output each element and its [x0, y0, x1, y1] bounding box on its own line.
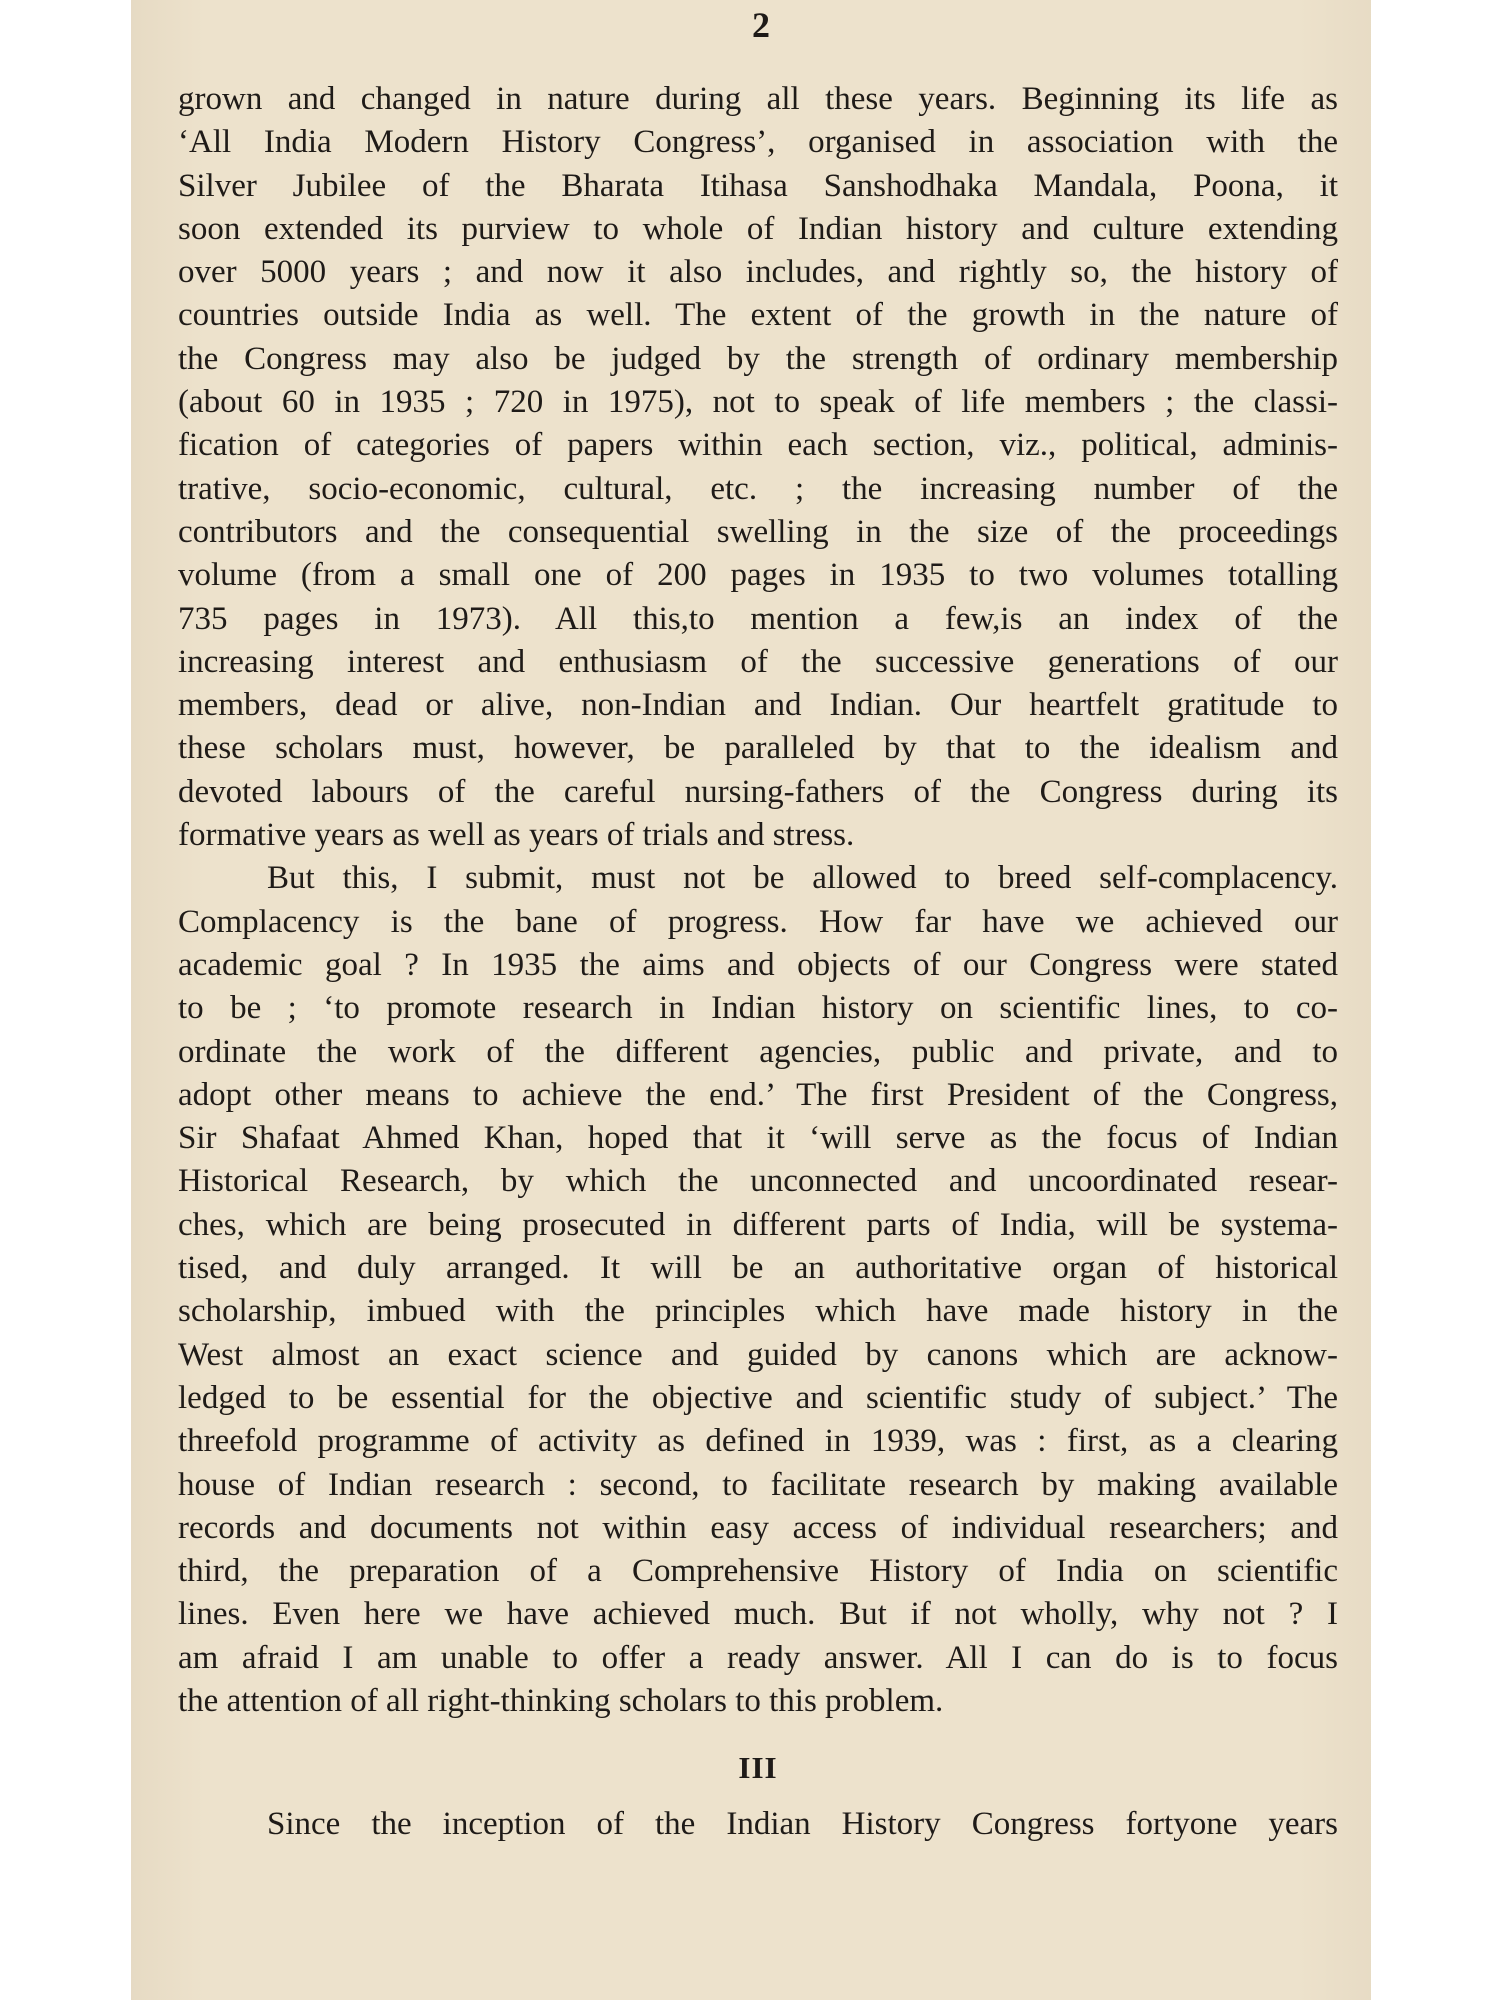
text-line: third, the preparation of a Comprehensive History of India on scientific — [178, 1553, 1338, 1590]
text-line: lines. Even here we have achieved much. But if not wholly, why not ? I — [178, 1596, 1338, 1633]
paragraph-continued — [178, 78, 1338, 857]
page-number: 2 — [752, 5, 770, 45]
text-line: ordinate the work of the different agencies, public and private, and to — [178, 1033, 1338, 1070]
text-line: increasing interest and enthusiasm of the successive generations of our — [178, 643, 1338, 680]
text-line: members, dead or alive, non-Indian and Indian. Our heartfelt gratitude to — [178, 687, 1338, 724]
text-line: volume (from a small one of 200 pages in 1935 to two volumes totalling — [178, 557, 1338, 594]
text-line: ledged to be essential for the objective and scientific study of subject.’ The — [178, 1379, 1338, 1416]
text-line: these scholars must, however, be paralleled by that to the idealism and — [178, 730, 1338, 767]
section-heading: III — [738, 1750, 778, 1786]
text-line: formative years as well as years of trials and stress. — [178, 817, 855, 854]
text-line: Complacency is the bane of progress. How far have we achieved our — [178, 903, 1338, 940]
text-line: Silver Jubilee of the Bharata Itihasa Sanshodhaka Mandala, Poona, it — [178, 167, 1338, 204]
text-line: the Congress may also be judged by the strength of ordinary membership — [178, 340, 1338, 377]
text-line: 735 pages in 1973). All this,to mention a few,is an index of the — [178, 600, 1338, 637]
paragraph-inception — [178, 1803, 1338, 1846]
text-line: records and documents not within easy access of individual researchers; and — [178, 1509, 1338, 1546]
text-line: over 5000 years ; and now it also includes, and rightly so, the history of — [178, 254, 1338, 291]
text-line: to be ; ‘to promote research in Indian history on scientific lines, to co- — [178, 990, 1338, 1027]
text-line: ‘All India Modern History Congress’, organised in association with the — [178, 124, 1338, 161]
text-line: tised, and duly arranged. It will be an authoritative organ of historical — [178, 1250, 1338, 1287]
text-line: countries outside India as well. The extent of the growth in the nature of — [178, 297, 1338, 334]
text-line: soon extended its purview to whole of Indian history and culture extending — [178, 210, 1338, 247]
body-text — [178, 78, 1338, 1847]
text-line: grown and changed in nature during all these years. Beginning its life as — [178, 81, 1338, 117]
text-line: trative, socio-economic, cultural, etc. ; the increasing number of the — [178, 470, 1338, 507]
text-line: Sir Shafaat Ahmed Khan, hoped that it ‘will serve as the focus of Indian — [178, 1120, 1338, 1157]
text-line: threefold programme of activity as defined in 1939, was : first, as a clearing — [178, 1423, 1338, 1460]
text-line: the attention of all right-thinking scholars to this problem. — [178, 1682, 944, 1719]
text-line: contributors and the consequential swelling in the size of the proceedings — [178, 513, 1338, 550]
text-line: fication of categories of papers within each section, viz., political, adminis- — [178, 427, 1338, 464]
text-line: scholarship, imbued with the principles which have made history in the — [178, 1293, 1338, 1330]
text-line: house of Indian research : second, to facilitate research by making available — [178, 1466, 1338, 1503]
text-line: (about 60 in 1935 ; 720 in 1975), not to speak of life members ; the classi- — [178, 384, 1338, 421]
text-line: adopt other means to achieve the end.’ The first President of the Congress, — [178, 1076, 1338, 1113]
text-line: am afraid I am unable to offer a ready answer. All I can do is to focus — [178, 1639, 1338, 1676]
paragraph-complacency — [178, 857, 1338, 1723]
text-line: Historical Research, by which the unconnected and uncoordinated resear- — [178, 1163, 1338, 1200]
text-line: devoted labours of the careful nursing-fathers of the Congress during its — [178, 773, 1338, 810]
text-line: West almost an exact science and guided by canons which are acknow- — [178, 1336, 1338, 1373]
text-line: ches, which are being prosecuted in different parts of India, will be systema- — [178, 1206, 1338, 1243]
text-line: academic goal ? In 1935 the aims and objects of our Congress were stated — [178, 946, 1338, 983]
text-line: But this, I submit, must not be allowed to breed self-complacency. — [267, 860, 1338, 897]
text-line: Since the inception of the Indian History Congress fortyone years — [267, 1806, 1338, 1843]
